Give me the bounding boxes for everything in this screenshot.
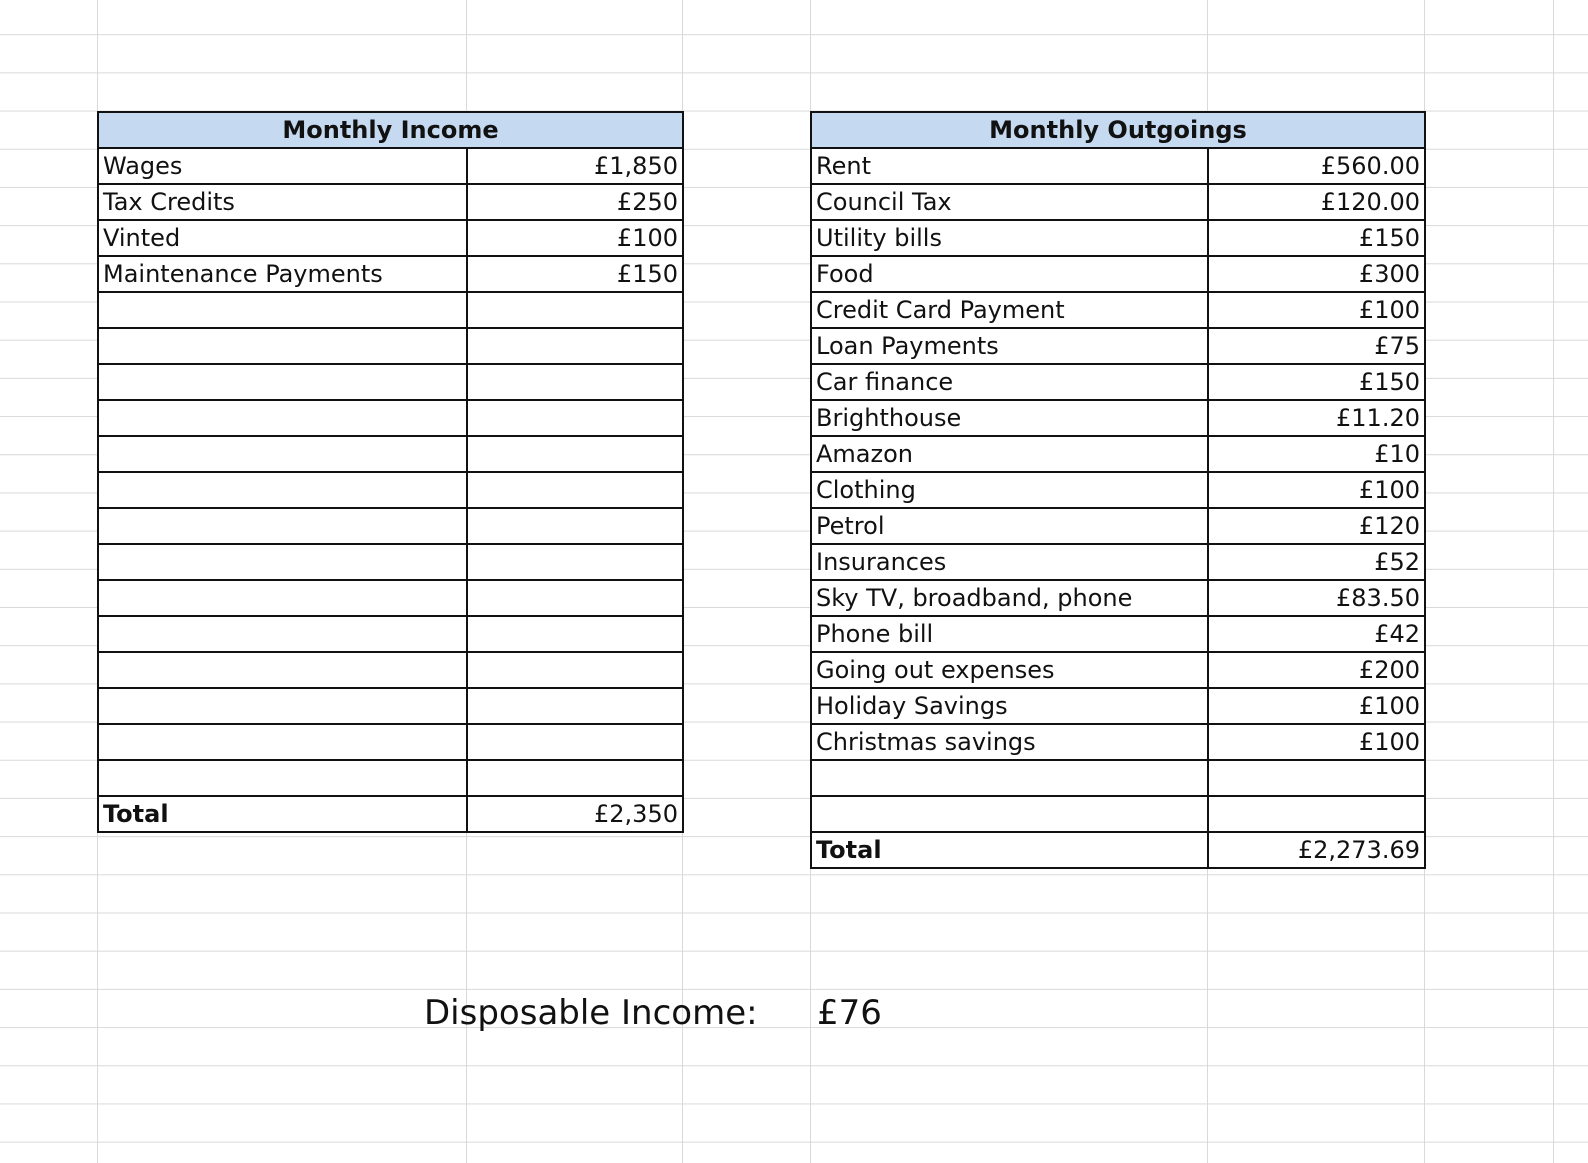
item-label-cell[interactable] [98,760,467,796]
item-amount-cell[interactable] [467,508,683,544]
item-label-cell[interactable]: Holiday Savings [811,688,1208,724]
item-amount-cell[interactable] [467,580,683,616]
total-row [98,796,683,832]
table-row [98,220,683,256]
item-label-cell[interactable]: Food [811,256,1208,292]
table-row [98,508,683,544]
table-row [98,400,683,436]
item-amount-cell[interactable] [467,688,683,724]
item-amount-cell[interactable]: £250 [467,184,683,220]
item-amount-cell[interactable] [1208,760,1425,796]
table-row [98,652,683,688]
item-amount-cell[interactable]: £100 [1208,292,1425,328]
item-amount-cell[interactable]: £560.00 [1208,148,1425,184]
table-row [811,328,1425,364]
table-row [811,724,1425,760]
table-row [811,472,1425,508]
item-amount-cell[interactable]: £150 [467,256,683,292]
table-row [811,292,1425,328]
item-label-cell[interactable]: Insurances [811,544,1208,580]
table-row [811,796,1425,832]
item-amount-cell[interactable]: £42 [1208,616,1425,652]
item-label-cell[interactable] [98,688,467,724]
item-label-cell[interactable]: Rent [811,148,1208,184]
item-amount-cell[interactable]: £120 [1208,508,1425,544]
item-amount-cell[interactable]: £100 [467,220,683,256]
table-row [811,220,1425,256]
item-label-cell[interactable]: Christmas savings [811,724,1208,760]
item-label-cell[interactable] [98,544,467,580]
item-amount-cell[interactable] [467,328,683,364]
disposable-income-label[interactable]: Disposable Income: [424,993,758,1033]
item-label-cell[interactable]: Car finance [811,364,1208,400]
table-row [98,364,683,400]
table-row [98,544,683,580]
item-label-cell[interactable]: Utility bills [811,220,1208,256]
item-amount-cell[interactable] [467,652,683,688]
item-label-cell[interactable] [98,652,467,688]
item-label-cell[interactable]: Sky TV, broadband, phone [811,580,1208,616]
item-amount-cell[interactable] [467,436,683,472]
item-amount-cell[interactable]: £52 [1208,544,1425,580]
total-row [811,832,1425,868]
item-amount-cell[interactable]: £100 [1208,472,1425,508]
item-amount-cell[interactable] [467,616,683,652]
table-row [811,400,1425,436]
item-amount-cell[interactable]: £10 [1208,436,1425,472]
item-label-cell[interactable]: Wages [98,148,467,184]
table-row [98,472,683,508]
item-amount-cell[interactable]: £150 [1208,220,1425,256]
item-amount-cell[interactable]: £83.50 [1208,580,1425,616]
table-row [811,508,1425,544]
total-amount-cell[interactable]: £2,273.69 [1208,832,1425,868]
item-amount-cell[interactable]: £150 [1208,364,1425,400]
item-amount-cell[interactable] [467,544,683,580]
table-row [811,148,1425,184]
item-amount-cell[interactable]: £1,850 [467,148,683,184]
item-amount-cell[interactable] [467,292,683,328]
item-label-cell[interactable] [98,724,467,760]
table-row [811,184,1425,220]
item-label-cell[interactable] [98,328,467,364]
item-label-cell[interactable]: Brighthouse [811,400,1208,436]
item-amount-cell[interactable] [467,472,683,508]
table-row [811,580,1425,616]
item-label-cell[interactable]: Council Tax [811,184,1208,220]
item-label-cell[interactable] [98,364,467,400]
total-amount-cell[interactable]: £2,350 [467,796,683,832]
item-amount-cell[interactable]: £11.20 [1208,400,1425,436]
table-row [811,364,1425,400]
item-label-cell[interactable] [98,436,467,472]
item-label-cell[interactable]: Vinted [98,220,467,256]
table-row [98,616,683,652]
table-row [98,436,683,472]
item-amount-cell[interactable] [467,364,683,400]
table-row [811,256,1425,292]
table-row [811,616,1425,652]
item-label-cell[interactable] [98,292,467,328]
item-label-cell[interactable]: Phone bill [811,616,1208,652]
item-amount-cell[interactable] [467,400,683,436]
column-gridline [1553,0,1554,1163]
table-row [811,544,1425,580]
income-header[interactable]: Monthly Income [98,112,683,148]
table-row [98,688,683,724]
item-label-cell[interactable] [811,796,1208,832]
total-label-cell[interactable]: Total [811,832,1208,868]
item-label-cell[interactable]: Maintenance Payments [98,256,467,292]
table-row [98,580,683,616]
item-amount-cell[interactable]: £120.00 [1208,184,1425,220]
item-label-cell[interactable] [811,760,1208,796]
table-row [98,724,683,760]
item-amount-cell[interactable]: £300 [1208,256,1425,292]
table-row [98,760,683,796]
item-amount-cell[interactable]: £100 [1208,688,1425,724]
table-row [811,436,1425,472]
table-row [98,292,683,328]
item-amount-cell[interactable]: £100 [1208,724,1425,760]
disposable-income-value[interactable]: £76 [817,993,882,1033]
item-label-cell[interactable] [98,400,467,436]
outgoings-header[interactable]: Monthly Outgoings [811,112,1425,148]
outgoings-table [810,111,1426,869]
item-amount-cell[interactable] [467,724,683,760]
item-label-cell[interactable]: Tax Credits [98,184,467,220]
item-amount-cell[interactable] [467,760,683,796]
item-amount-cell[interactable]: £75 [1208,328,1425,364]
item-label-cell[interactable]: Petrol [811,508,1208,544]
item-label-cell[interactable]: Clothing [811,472,1208,508]
item-label-cell[interactable]: Credit Card Payment [811,292,1208,328]
table-row [98,328,683,364]
item-label-cell[interactable] [98,580,467,616]
table-row [811,652,1425,688]
item-amount-cell[interactable]: £200 [1208,652,1425,688]
table-row [811,688,1425,724]
table-row [98,256,683,292]
table-row [98,184,683,220]
item-label-cell[interactable] [98,508,467,544]
table-row [98,148,683,184]
item-label-cell[interactable] [98,616,467,652]
item-label-cell[interactable]: Amazon [811,436,1208,472]
item-amount-cell[interactable] [1208,796,1425,832]
income-table [97,111,684,833]
item-label-cell[interactable] [98,472,467,508]
total-label-cell[interactable]: Total [98,796,467,832]
item-label-cell[interactable]: Going out expenses [811,652,1208,688]
table-row [811,760,1425,796]
item-label-cell[interactable]: Loan Payments [811,328,1208,364]
